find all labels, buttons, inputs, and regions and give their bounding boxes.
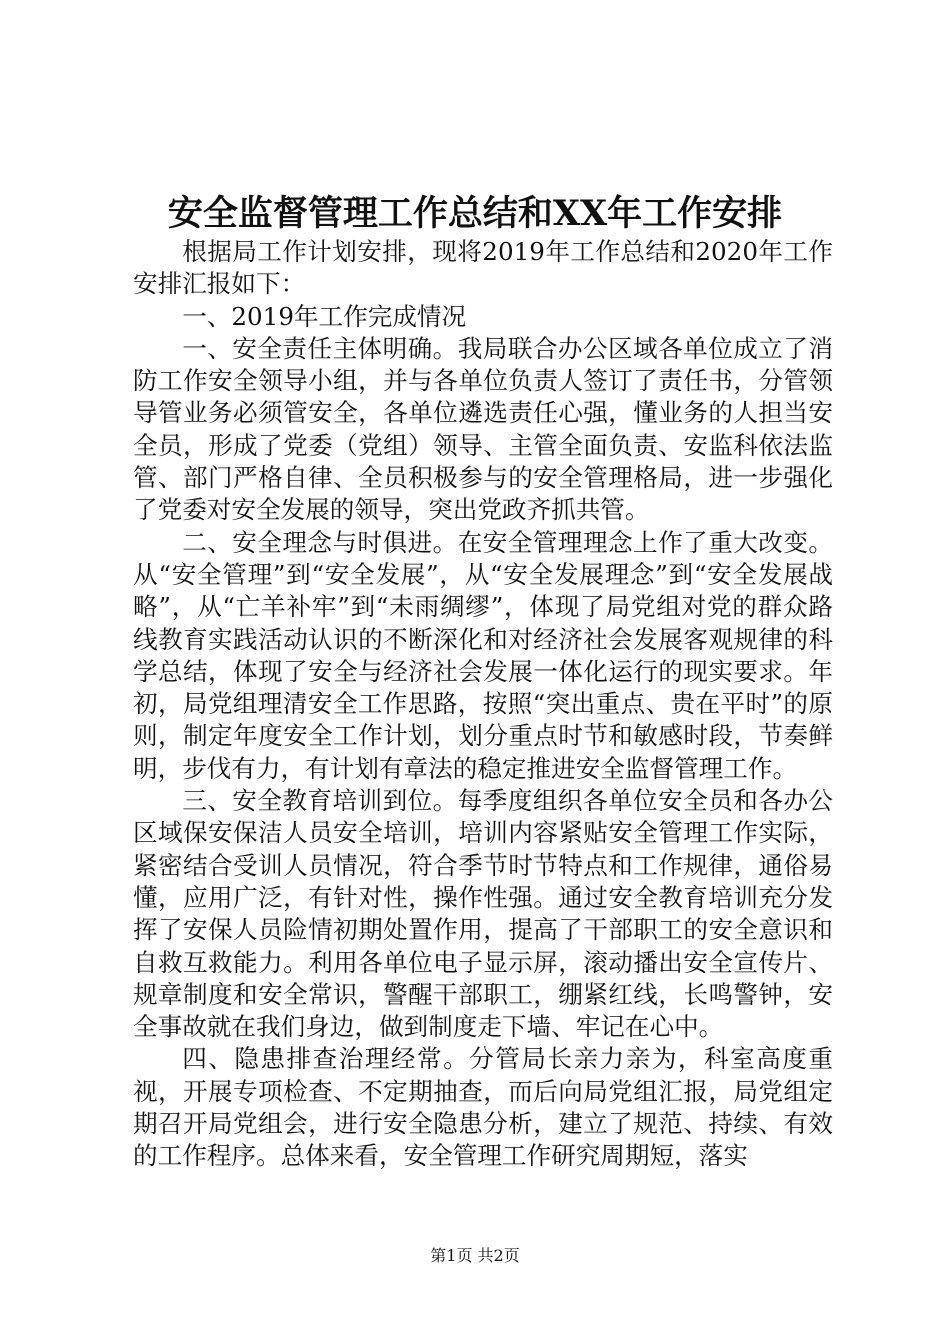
paragraph-training: 三、安全教育培训到位。每季度组织各单位安全员和各办公区域保安保洁人员安全培训，培训内容紧贴安全管理工作实际，紧密结合受训人员情况，符合季节时节特点和工作规律，通俗易懂，应用广泛，有针对性，操作性强。通过安全教育培训充分发挥了安保人员险情初期处置作用，提高了干部职工的安全意识和自救互救能力。利用各单位电子显示屏，滚动播出安全宣传片、规章制度和安全常识，警醒干部职工，绷紧红线，长鸣警钟，安全事故就在我们身边，做到制度走下墙、牢记在心中。	[133, 786, 833, 1042]
paragraph-philosophy: 二、安全理念与时俱进。在安全管理理念上作了重大改变。从“安全管理”到“安全发展”，从“安全发展理念”到“安全发展战略”，从“亡羊补牢”到“未雨绸缪”，体现了局党组对党的群众路线教育实践活动认识的不断深化和对经济社会发展客观规律的科学总结，体现了安全与经济社会发展一体化运行的现实要求。年初，局党组理清安全工作思路，按照“突出重点、贵在平时”的原则，制定年度安全工作计划，划分重点时节和敏感时段，节奏鲜明，步伐有力，有计划有章法的稳定推进安全监督管理工作。	[133, 527, 833, 783]
document-body	[133, 236, 833, 1173]
page-footer: 第1页 共2页	[430, 1246, 520, 1265]
section-heading: 一、2019年工作完成情况	[182, 301, 467, 331]
paragraph-intro: 根据局工作计划安排，现将2019年工作总结和2020年工作安排汇报如下：	[133, 237, 833, 299]
paragraph-responsibility: 一、安全责任主体明确。我局联合办公区域各单位成立了消防工作安全领导小组，并与各单位负责人签订了责任书，分管领导管业务必须管安全，各单位遴选责任心强，懂业务的人担当安全员，形成了党委（党组）领导、主管全面负责、安监科依法监管、部门严格自律、全员积极参与的安全管理格局，进一步强化了党委对安全发展的领导，突出党政齐抓共管。	[133, 333, 833, 525]
document-title: 安全监督管理工作总结和XX年工作安排	[167, 193, 783, 234]
paragraph-hazard-inspection: 四、隐患排查治理经常。分管局长亲力亲为，科室高度重视，开展专项检查、不定期抽查，而后向局党组汇报，局党组定期召开局党组会，进行安全隐患分析，建立了规范、持续、有效的工作程序。总体来看，安全管理工作研究周期短，落实	[133, 1044, 833, 1171]
